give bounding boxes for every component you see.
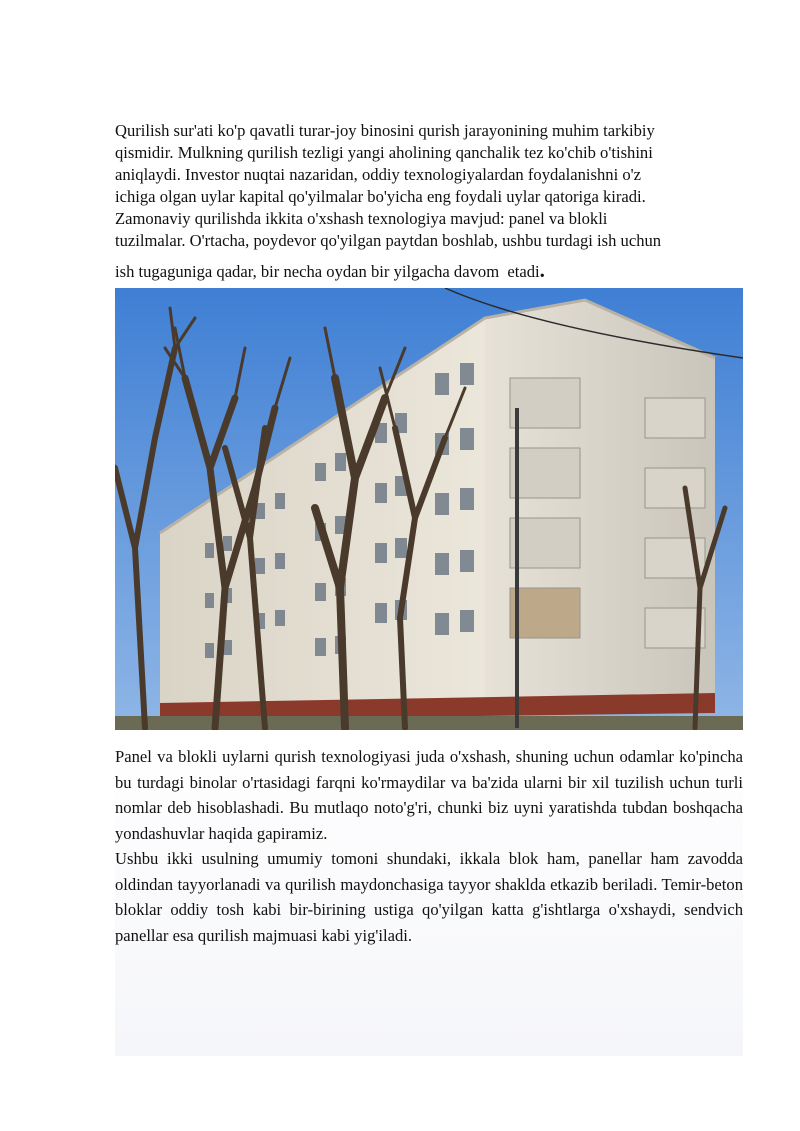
paragraph-1-line: Qurilish sur'ati ko'p qavatli turar-joy binosini qurish jarayonining muhim tarkibiy xyxy=(115,121,655,140)
paragraph-1 xyxy=(115,120,745,283)
paragraph-1-line: aniqlaydi. Investor nuqtai nazaridan, oddiy texnologiyalardan foydalanishni o'z xyxy=(115,165,642,184)
paragraph-2: Panel va blokli uylarni qurish texnologiyasi juda o'xshash, shuning uchun odamlar ko'pincha bu turdagi binolar o'rtasidagi farqni ko'rmaydilar va ba'zida ularni bir xil tuzilish uchun turli nomlar deb hisoblashadi. Bu mutlaqo noto'g'ri, chunki biz uyni yaratishda tubdan boshqacha yondashuvlar haqida gapiramiz. xyxy=(115,747,743,843)
paragraph-1-end-mark: . xyxy=(539,258,545,282)
body-text-block xyxy=(115,744,743,1056)
paragraph-1-line: ichiga olgan uylar kapital qo'yilmalar bo'yicha eng foydali uylar qatoriga kiradi. xyxy=(115,187,646,206)
paragraph-3: Ushbu ikki usulning umumiy tomoni shundaki, ikkala blok ham, panellar ham zavodda oldindan tayyorlanadi va qurilish maydonchasiga tayyor shaklda etkazib beriladi. Temir-beton bloklar oddiy tosh kabi bir-birining ustiga qo'yilgan katta g'ishtlarga o'xshaydi, sendvich panellar esa qurilish majmuasi kabi yig'iladi. xyxy=(115,849,743,945)
building-photo-illustration xyxy=(115,288,743,730)
building-photo xyxy=(115,288,743,730)
paragraph-1-line: qismidir. Mulkning qurilish tezligi yangi aholining qanchalik tez ko'chib o'tishini xyxy=(115,143,653,162)
paragraph-1-line: tuzilmalar. O'rtacha, poydevor qo'yilgan paytdan boshlab, ushbu turdagi ish uchun xyxy=(115,231,662,250)
paragraph-1-last-line xyxy=(115,259,745,283)
paragraph-1-line: Zamonaviy qurilishda ikkita o'xshash texnologiya mavjud: panel va blokli xyxy=(115,209,608,228)
ground xyxy=(115,716,743,730)
paragraph-1-line: ish tugaguniga qadar, bir necha oydan bir yilgacha davom etadi xyxy=(115,262,540,281)
